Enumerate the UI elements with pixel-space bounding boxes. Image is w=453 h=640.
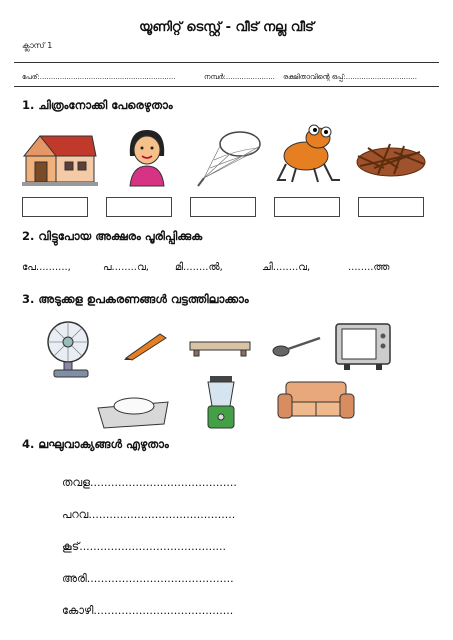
frog-icon: [274, 120, 344, 186]
header-divider-top: [14, 62, 439, 63]
sofa-icon: [276, 378, 356, 424]
television-icon: [334, 320, 392, 372]
answer-box-4[interactable]: [274, 197, 340, 217]
sentence-line-1: തവള..........................................: [62, 476, 237, 489]
class-label: ക്ലാസ് 1: [22, 41, 53, 50]
answer-box-3[interactable]: [190, 197, 256, 217]
nest-icon: [354, 134, 428, 182]
sentence-line-5: കോഴി........................................: [62, 604, 234, 617]
girl-icon: [122, 128, 172, 188]
answer-box-1[interactable]: [22, 197, 88, 217]
page-title: യൂണിറ്റ് ടെസ്റ്റ് - വീട് നല്ല വീട്: [139, 20, 314, 35]
q1-heading: 1. ചിത്രംനോക്കി പേരെഴുതാം: [22, 98, 173, 112]
answer-box-2[interactable]: [106, 197, 172, 217]
mixer-icon: [200, 374, 244, 434]
house-icon: [20, 130, 98, 188]
grinding-stone-icon: [186, 336, 258, 360]
sentence-line-3: കൂട്..........................................: [62, 540, 227, 553]
fan-icon: [44, 318, 106, 378]
name-field: പേര്:.............................................................: [22, 73, 176, 81]
fragment-1: പേ..........,: [22, 262, 71, 273]
net-icon: [196, 128, 266, 188]
fragment-5: ........ത്ത: [348, 262, 390, 273]
q3-heading: 3. അടുക്കള ഉപകരണങ്ങൾ വട്ടത്തിലാക്കാം: [22, 292, 249, 306]
sentence-line-2: പറവ..........................................: [62, 508, 236, 521]
pen-icon: [122, 330, 172, 360]
fragment-3: മി........ൽ,: [175, 262, 223, 273]
fragment-4: ചി........വ,: [262, 262, 311, 273]
flour-tray-icon: [94, 388, 172, 430]
fragment-2: പ........വ,: [103, 262, 149, 273]
answer-box-5[interactable]: [358, 197, 424, 217]
sentence-line-4: അരി..........................................: [62, 572, 234, 585]
parent-signature-field: രക്ഷിതാവിന്റെ ഒപ്പ്:................................: [283, 73, 417, 81]
q2-heading: 2. വിട്ടുപോയ അക്ഷരം പൂരിപ്പിക്കുക: [22, 229, 203, 243]
spoon-icon: [272, 334, 322, 360]
q4-heading: 4. ലഘുവാക്യങ്ങൾ എഴുതാം: [22, 437, 169, 451]
number-field: നമ്പർ:......................: [204, 73, 275, 81]
header-divider-bottom: [14, 86, 439, 87]
